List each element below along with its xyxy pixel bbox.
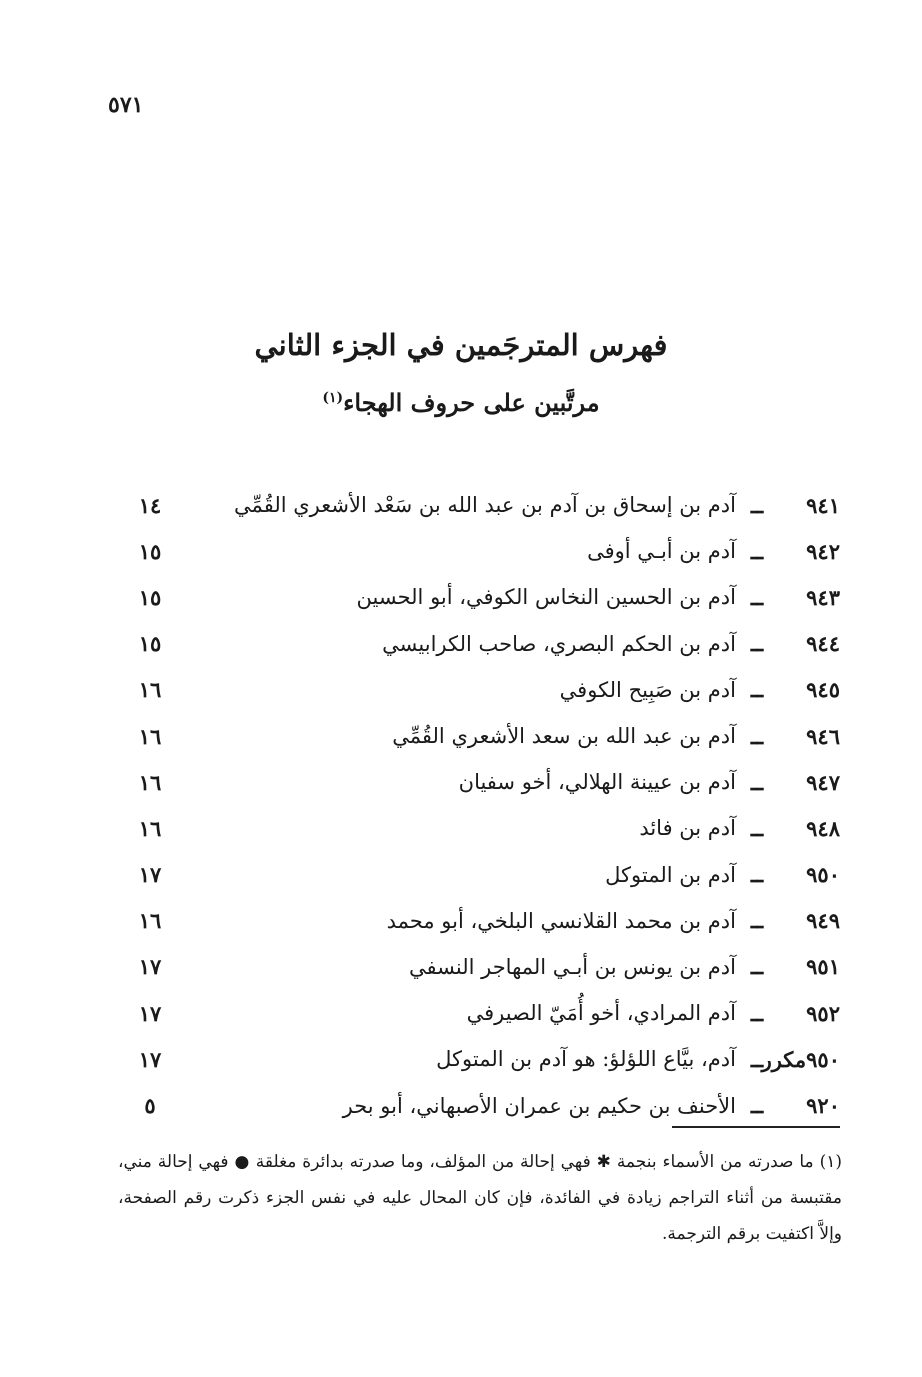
index-entry [120,805,840,851]
index-list [120,482,840,1129]
entry-dash: ــ [750,862,764,888]
entry-number: ٩٤٦ [806,723,840,749]
entry-page-ref: ١٧ [138,1046,162,1072]
entry-name: آدم بن الحكم البصري، صاحب الكرابيسي [382,631,736,656]
entry-number: ٩٤٥ [806,677,840,703]
index-entry [120,990,840,1036]
entry-name: آدم بن فائد [639,816,736,841]
entry-name: آدم بن الحسين النخاس الكوفي، أبو الحسين [356,585,736,610]
entry-dash: ــ [750,584,764,610]
entry-dash: ــ [750,815,764,841]
entry-dash: ــ [750,723,764,749]
entry-name: آدم بن أبـي أوفى [587,539,736,564]
entry-name: آدم بن صَبِيح الكوفي [559,677,736,702]
index-entry [120,713,840,759]
subtitle-text: مرتَّبين على حروف الهجاء [343,388,600,417]
entry-dash: ــ [750,954,764,980]
entry-name: آدم بن عبد الله بن سعد الأشعري القُمِّي [392,724,736,749]
entry-dash: ــ [750,492,764,518]
entry-page-ref: ١٦ [138,677,162,703]
entry-dash: ــ [750,1093,764,1119]
entry-number: ٩٥١ [806,954,840,980]
index-entry [120,898,840,944]
index-entry [120,944,840,990]
entry-dash: ــ [750,538,764,564]
index-entry [120,1082,840,1128]
entry-number: ٩٤٩ [806,908,840,934]
entry-page-ref: ١٤ [138,492,162,518]
entry-number: ٩٥٠مكرر [761,1046,840,1072]
index-entry [120,759,840,805]
entry-name: آدم بن يونس بن أبـي المهاجر النسفي [409,954,736,979]
entry-name: آدم بن إسحاق بن آدم بن عبد الله بن سَعْد الأشعري القُمِّي [234,493,736,518]
entry-page-ref: ١٥ [138,538,162,564]
index-entry [120,621,840,667]
entry-page-ref: ١٧ [138,1000,162,1026]
entry-number: ٩٤٨ [806,815,840,841]
index-entry [120,528,840,574]
page-title: فهرس المترجَمين في الجزء الثاني [254,328,668,362]
page-number: ٥٧١ [108,92,144,118]
entry-number: ٩٤١ [806,492,840,518]
entry-dash: ــ [750,677,764,703]
entry-name: آدم بن المتوكل [605,862,736,887]
index-entry [120,1036,840,1082]
entry-number: ٩٤٧ [806,769,840,795]
entry-name: آدم، بيَّاع اللؤلؤ: هو آدم بن المتوكل [436,1047,736,1072]
index-entry [120,667,840,713]
entry-name: آدم بن عيينة الهلالي، أخو سفيان [458,770,736,795]
entry-number: ٩٤٢ [806,538,840,564]
entry-name: الأحنف بن حكيم بن عمران الأصبهاني، أبو بحر [342,1093,736,1118]
entry-page-ref: ١٦ [138,769,162,795]
entry-page-ref: ١٥ [138,584,162,610]
entry-page-ref: ١٥ [138,631,162,657]
entry-number: ٩٤٣ [806,584,840,610]
entry-page-ref: ١٧ [138,954,162,980]
page-subtitle [0,388,922,417]
entry-page-ref: ١٧ [138,862,162,888]
entry-page-ref: ٥ [144,1093,156,1119]
entry-number: ٩٤٤ [806,631,840,657]
entry-dash: ــ [750,769,764,795]
footnote: (١) ما صدرته من الأسماء بنجمة ✱ فهي إحالة من المؤلف، وما صدرته بدائرة مغلقة ● فهي إحالة مني، مقتبسة من أثناء التراجم زيادة في الفائدة، فإن كان المحال عليه في نفس الجزء ذكرت رقم الصفحة، وإلاَّ اكتفيت برقم الترجمة. [118,1152,842,1244]
entry-dash: ــ [750,1000,764,1026]
entry-page-ref: ١٦ [138,815,162,841]
entry-name: آدم بن محمد القلانسي البلخي، أبو محمد [386,908,736,933]
entry-number: ٩٥٠ [806,862,840,888]
entry-number: ٩٢٠ [806,1093,840,1119]
index-entry [120,852,840,898]
footnote-divider [672,1126,840,1128]
entry-number: ٩٥٢ [806,1000,840,1026]
entry-page-ref: ١٦ [138,723,162,749]
entry-name: آدم المرادي، أخو أُمَيّ الصيرفي [466,1001,736,1026]
footnote-reference: (١) [322,390,344,406]
entry-page-ref: ١٦ [138,908,162,934]
index-entry [120,482,840,528]
index-entry [120,574,840,620]
entry-dash: ــ [750,1046,764,1072]
entry-dash: ــ [750,908,764,934]
entry-dash: ــ [750,631,764,657]
